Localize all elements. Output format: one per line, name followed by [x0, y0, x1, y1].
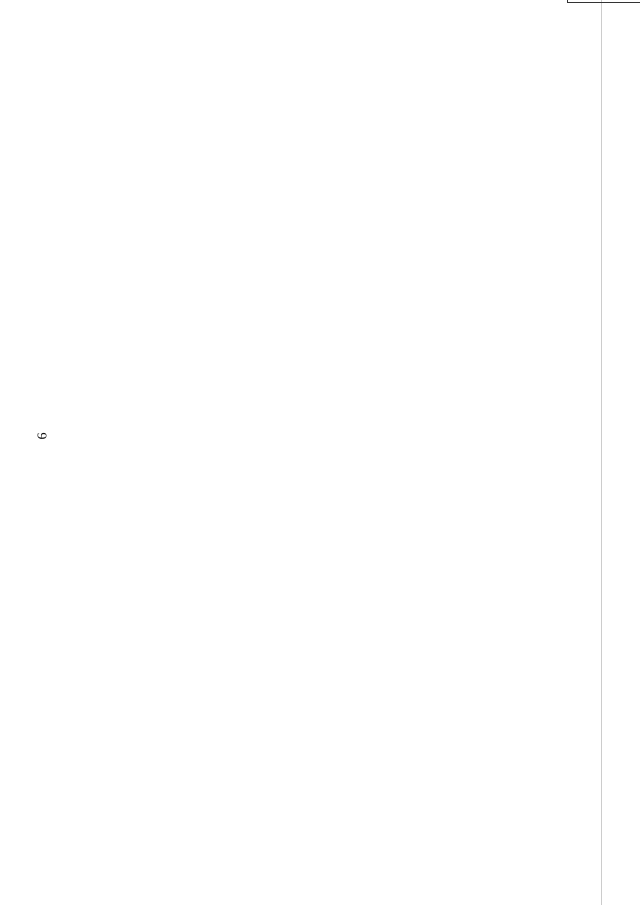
rotated-table-container — [567, 0, 640, 3]
page-number: 6 — [35, 432, 51, 440]
header-row — [568, 0, 640, 3]
header-num — [568, 0, 640, 3]
activities-table — [567, 0, 640, 3]
margin-line — [601, 0, 602, 905]
